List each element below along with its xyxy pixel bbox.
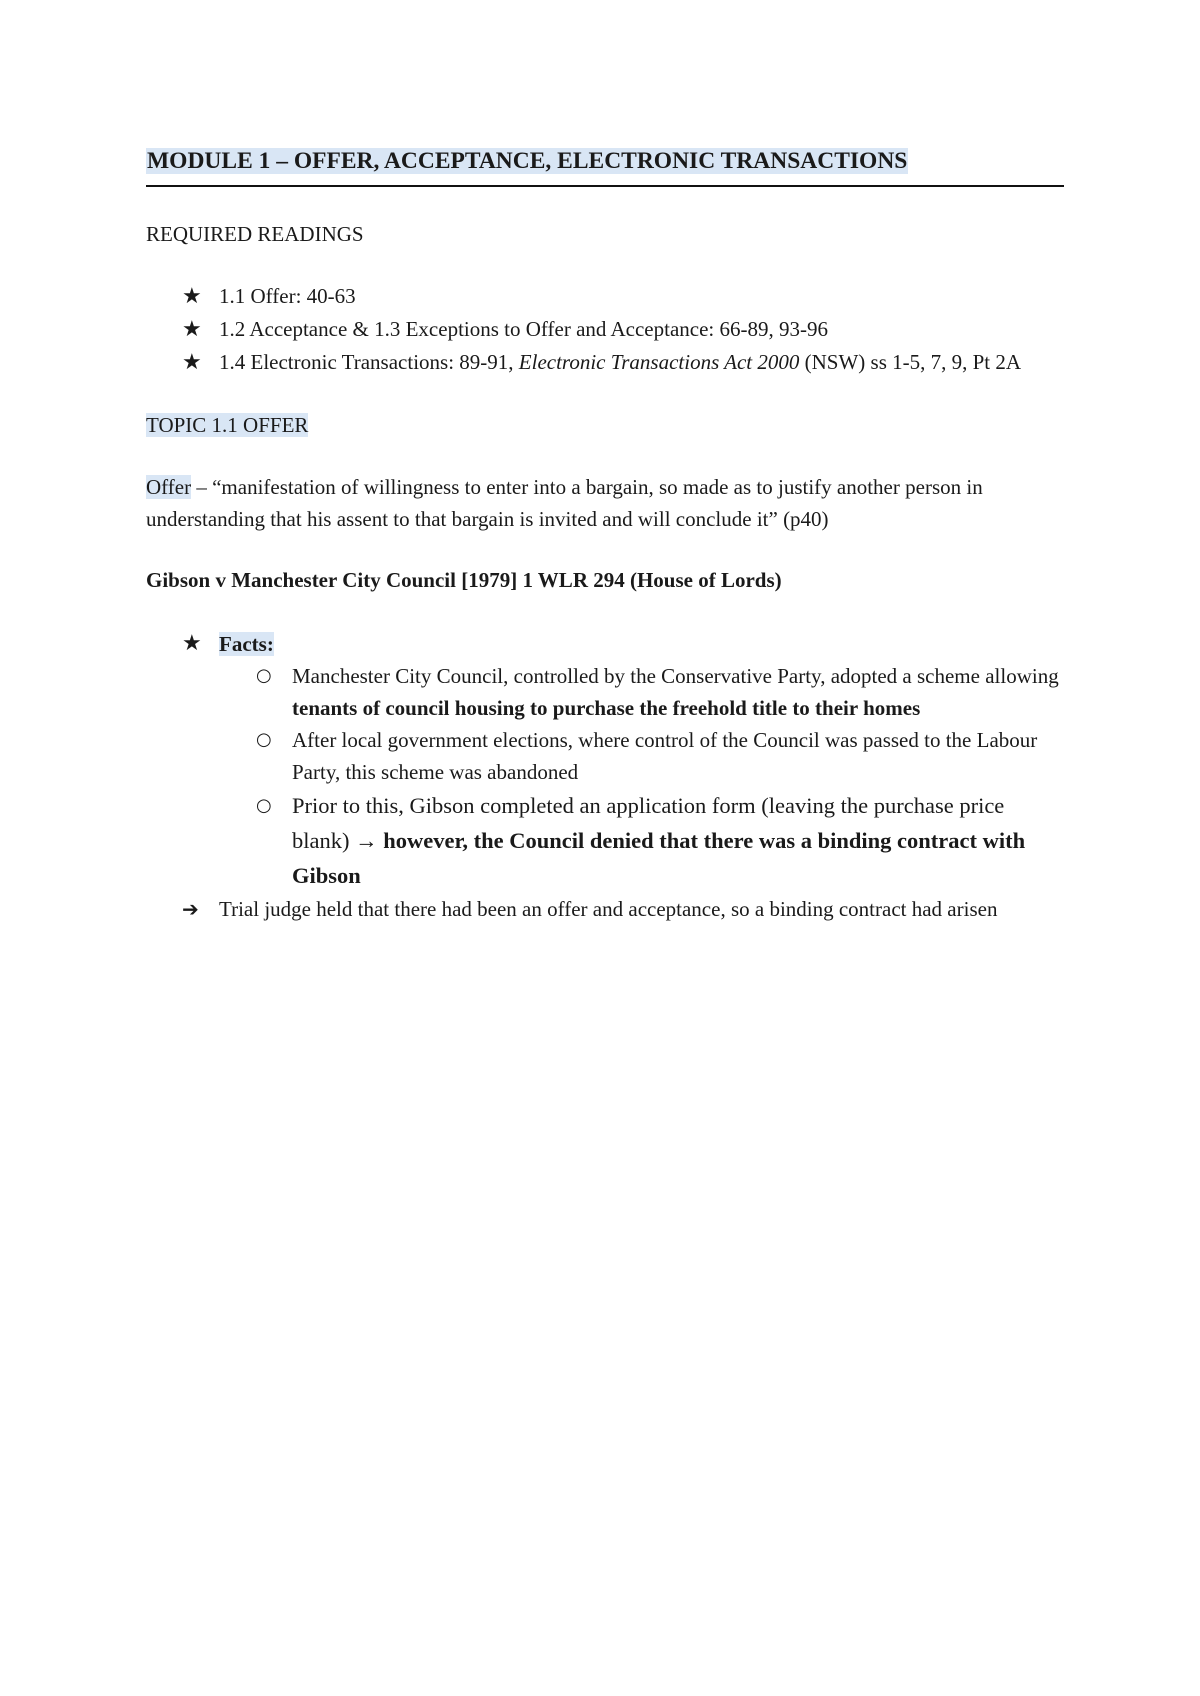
fact-item xyxy=(146,660,1064,724)
reading-item-text: 1.1 Offer: 40-63 xyxy=(219,284,356,308)
facts-block xyxy=(146,628,1064,925)
reading-item-suffix: (NSW) ss 1-5, 7, 9, Pt 2A xyxy=(799,350,1022,374)
fact-plain-text: After local government elections, where control of the Council was passed to the Labour Party, this scheme was abandoned xyxy=(292,728,1038,784)
offer-definition xyxy=(146,471,1064,535)
facts-label: Facts: xyxy=(219,632,274,656)
document-page xyxy=(146,145,1064,925)
fact-bold-text: however, the Council denied that there was a binding contract with Gibson xyxy=(292,828,1026,888)
definition-term: Offer xyxy=(146,475,192,499)
star-bullet-icon: ★ xyxy=(182,284,202,309)
reading-item xyxy=(146,280,1064,313)
star-bullet-icon: ★ xyxy=(182,631,202,656)
outcome-row xyxy=(146,893,1064,925)
star-bullet-icon: ★ xyxy=(182,350,202,375)
module-title-text: MODULE 1 – OFFER, ACCEPTANCE, ELECTRONIC TRANSACTIONS xyxy=(147,148,908,174)
reading-item-text: 1.2 Acceptance & 1.3 Exceptions to Offer and Acceptance: 66-89, 93-96 xyxy=(219,317,828,341)
definition-text: – “manifestation of willingness to enter into a bargain, so made as to justify another person in understanding that his assent to that bargain is invited and will conclude it” (p40) xyxy=(146,475,983,531)
readings-list xyxy=(146,280,1064,379)
fact-item xyxy=(146,724,1064,788)
circle-bullet-icon: ○ xyxy=(256,795,272,816)
topic-heading-text: TOPIC 1.1 OFFER xyxy=(146,413,309,437)
outcome-text: Trial judge held that there had been an offer and acceptance, so a binding contract had arisen xyxy=(219,897,998,921)
circle-bullet-icon: ○ xyxy=(256,729,272,750)
reading-item xyxy=(146,346,1064,379)
required-readings-heading: REQUIRED READINGS xyxy=(146,222,364,246)
facts-list xyxy=(146,660,1064,893)
reading-item xyxy=(146,313,1064,346)
topic-heading xyxy=(146,410,1064,440)
case-title: Gibson v Manchester City Council [1979] 1 WLR 294 (House of Lords) xyxy=(146,568,782,592)
circle-bullet-icon: ○ xyxy=(256,665,272,686)
fact-bold-text: tenants of council housing to purchase the freehold title to their homes xyxy=(292,696,921,720)
fact-plain-text: Prior to this, Gibson completed an application form (leaving the purchase price blank) → xyxy=(292,793,1005,853)
act-title: Electronic Transactions Act 2000 xyxy=(518,350,800,374)
fact-plain-text: Manchester City Council, controlled by the Conservative Party, adopted a scheme allowing xyxy=(292,664,1059,688)
arrow-bullet-icon: ➔ xyxy=(182,897,199,921)
star-bullet-icon: ★ xyxy=(182,317,202,342)
module-title xyxy=(146,145,1064,187)
reading-item-prefix: 1.4 Electronic Transactions: 89-91, xyxy=(219,350,519,374)
facts-label-row xyxy=(146,628,1064,660)
fact-item xyxy=(146,788,1064,893)
